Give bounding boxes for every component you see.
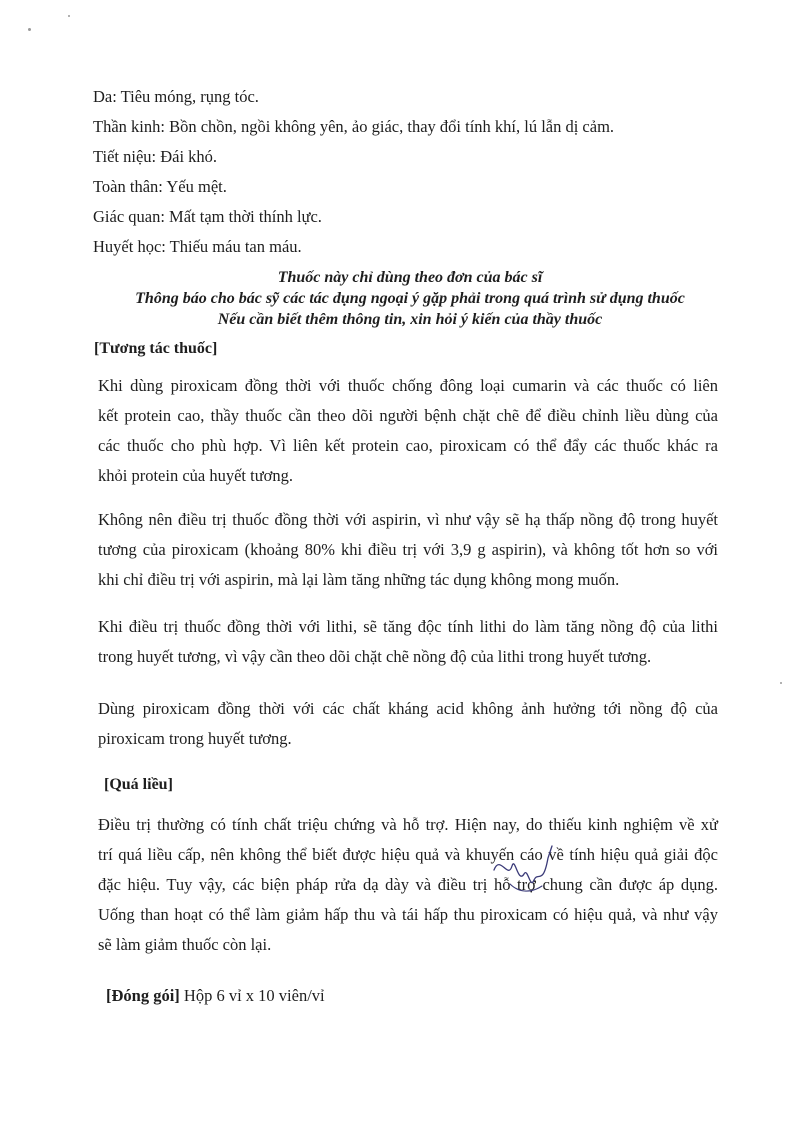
- text-line: Dùng piroxicam đồng thời với các chất kháng acid không ảnh hưởng tới nồng độ của: [98, 699, 718, 718]
- text-line: Khi điều trị thuốc đồng thời với lithi, sẽ tăng độc tính lithi do làm tăng nồng độ của lithi: [98, 617, 718, 636]
- scan-speck: [68, 15, 70, 17]
- packaging-value: Hộp 6 vỉ x 10 viên/vỉ: [183, 986, 325, 1005]
- text-line: Uống than hoạt có thể làm giảm hấp thu và tái hấp thu piroxicam có hiệu quả, và như vậy: [98, 905, 718, 924]
- packaging-label: [Đóng gói]: [106, 986, 180, 1005]
- side-effect-urinary: Tiết niệu: Đái khó.: [93, 147, 218, 166]
- report-notice: Thông báo cho bác sỹ các tác dụng ngoại ý gặp phải trong quá trình sử dụng thuốc: [135, 290, 685, 307]
- text-line: Không nên điều trị thuốc đồng thời với aspirin, vì như vậy sẽ hạ thấp nồng độ trong huyết: [98, 510, 718, 529]
- interaction-paragraph-aspirin: [98, 505, 718, 595]
- side-effect-skin: Da: Tiêu móng, rụng tóc.: [93, 87, 259, 106]
- text-line: tương của piroxicam (khoảng 80% khi điều trị với 3,9 g aspirin), và không tốt hơn so với: [98, 540, 718, 559]
- side-effect-blood: Huyết học: Thiếu máu tan máu.: [93, 237, 302, 256]
- info-notice: Nếu cần biết thêm thông tin, xin hỏi ý kiến của thầy thuốc: [217, 311, 603, 328]
- text-line: Khi dùng piroxicam đồng thời với thuốc chống đông loại cumarin và các thuốc có liên: [98, 376, 718, 395]
- text-line: piroxicam trong huyết tương.: [98, 729, 292, 748]
- scan-speck: [28, 28, 31, 31]
- overdose-heading: [Quá liều]: [104, 776, 173, 793]
- prescription-notice: Thuốc này chỉ dùng theo đơn của bác sĩ: [277, 269, 543, 286]
- text-line: đặc hiệu. Tuy vậy, các biện pháp rửa dạ dày và điều trị hỗ trợ chung cần được áp dụng.: [98, 875, 718, 894]
- text-line: các thuốc cho phù hợp. Vì liên kết protein cao, piroxicam có thể đẩy các thuốc khác ra: [98, 436, 718, 455]
- interaction-paragraph-coumarin: [98, 371, 718, 491]
- overdose-paragraph: [98, 810, 718, 960]
- scan-speck: [780, 682, 782, 684]
- text-line: kết protein cao, thầy thuốc cần theo dõi người bệnh chặt chẽ để điều chỉnh liều dùng của: [98, 406, 718, 425]
- text-line: Điều trị thường có tính chất triệu chứng và hỗ trợ. Hiện nay, do thiếu kinh nghiệm về xử: [98, 815, 718, 834]
- text-line: khi chỉ điều trị với aspirin, mà lại làm tăng những tác dụng không mong muốn.: [98, 570, 620, 589]
- side-effect-general: Toàn thân: Yếu mệt.: [93, 177, 227, 196]
- text-line: trí quá liều cấp, nên không thể biết được hiệu quả và khuyến cáo về tính hiệu quả giải độc: [98, 845, 718, 864]
- text-line: trong huyết tương, vì vậy cần theo dõi chặt chẽ nồng độ của lithi trong huyết tương.: [98, 647, 652, 666]
- interaction-paragraph-lithium: [98, 612, 718, 672]
- handwritten-signature: [488, 840, 568, 900]
- packaging-line: [106, 986, 325, 1006]
- interaction-paragraph-antacid: [98, 694, 718, 754]
- side-effect-senses: Giác quan: Mất tạm thời thính lực.: [93, 207, 322, 226]
- interactions-heading: [Tương tác thuốc]: [94, 340, 218, 357]
- side-effect-nervous: Thần kinh: Bồn chồn, ngồi không yên, ảo giác, thay đổi tính khí, lú lẫn dị cảm.: [93, 117, 615, 136]
- text-line: khỏi protein của huyết tương.: [98, 466, 294, 485]
- text-line: sẽ làm giảm thuốc còn lại.: [98, 935, 272, 954]
